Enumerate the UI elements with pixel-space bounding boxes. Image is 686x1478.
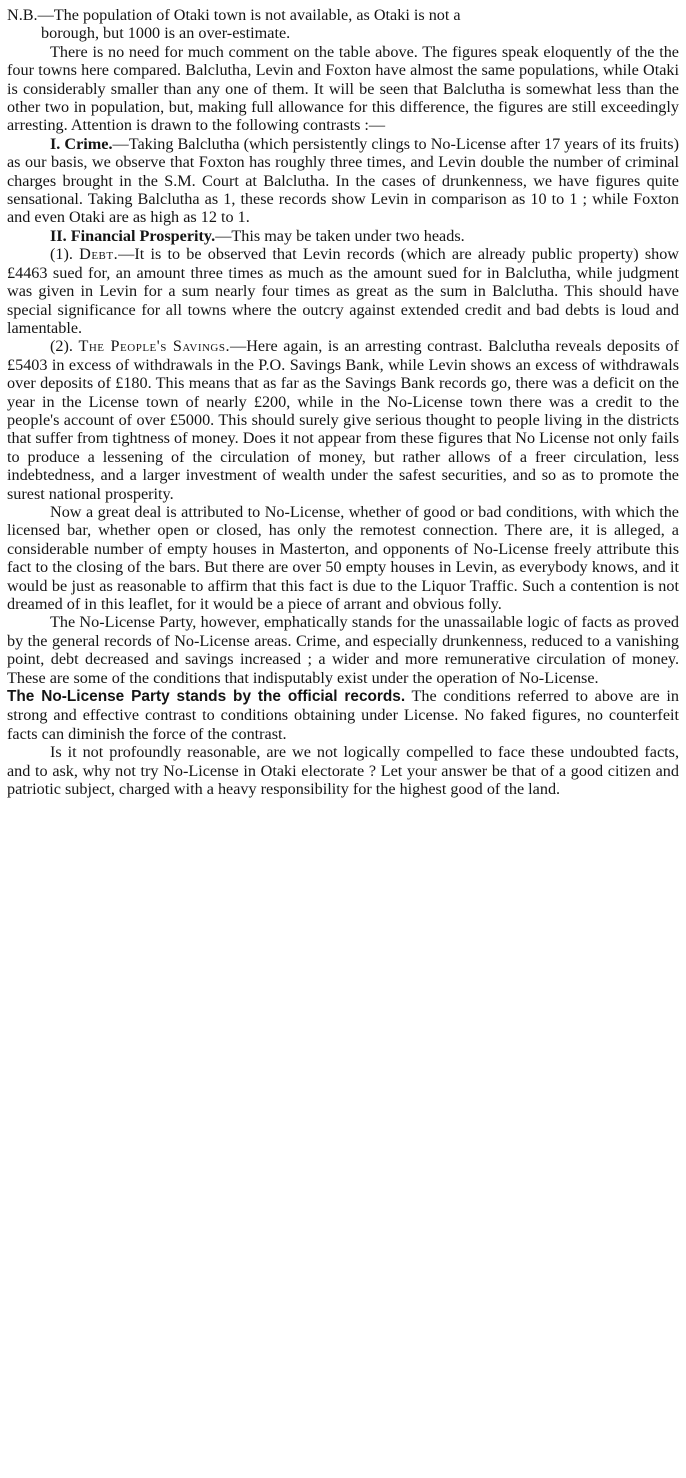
crime-heading: I. Crime. bbox=[50, 134, 113, 153]
nb-note-line1: N.B.—The population of Otaki town is not available, as Otaki is not a bbox=[7, 6, 461, 24]
savings-text: —Here again, is an arresting contrast. Balclutha reveals deposits of £5403 in excess of withdrawals in the P.O. Savings Bank, while Levin shows an excess of withdrawals over deposits of £180. This means that as far as the Savings Bank records go, there was a deficit on the year in the License town of nearly £200, while in the No-License town there was a credit to the people's account of over £5000. This should surely give serious thought to people living in the districts that suffer from tightness of money. Does it not appear from these figures that No License not only fails to produce a lessening of the circulation of money, but rather allows of a freer circulation, less indebtedness, and a larger investment of wealth under the safest securities, and so as to promote the surest national prosperity. bbox=[7, 337, 680, 503]
financial-heading: II. Financial Prosperity. bbox=[50, 226, 216, 245]
records-paragraph bbox=[7, 687, 679, 743]
savings-paragraph bbox=[7, 337, 679, 503]
nb-note-line2: borough, but 1000 is an over-estimate. bbox=[41, 24, 291, 43]
debt-text: —It is to be observed that Levin records (which are already public property) show £4463 sued for, an amount three times as much as the amount sued for in Balclutha, while judgment was given in Levin for a sum nearly four times as great as the sum in Balclutha. This should have special significance for all towns where the outcry against extended credit and bad debts is loud and lamentable. bbox=[7, 245, 679, 337]
final-paragraph: Is it not profoundly reasonable, are we not logically compelled to face these undoubted facts, and to ask, why not try No-License in Otaki electorate ? Let your answer be that of a good citizen and patriotic subject, charged with a heavy responsibility for the highest good of the land. bbox=[7, 743, 679, 799]
comment-paragraph: There is no need for much comment on the table above. The figures speak eloquently of the the four towns here compared. Balclutha, Levin and Foxton have almost the same populations, while Otaki is considerably smaller than any one of them. It will be seen that Balclutha is somewhat less than the other two in population, but, making full allowance for this difference, the figures are still exceedingly arresting. Attention is drawn to the following contrasts :— bbox=[7, 42, 679, 135]
nb-note bbox=[7, 6, 679, 43]
records-text: The conditions referred to above are in strong and effective contrast to conditions obtaining under License. No faked figures, no counterfeit facts can diminish the force of the contrast. bbox=[7, 687, 679, 743]
crime-paragraph bbox=[7, 135, 679, 227]
financial-paragraph bbox=[7, 227, 679, 245]
savings-heading: The People's Savings. bbox=[78, 337, 231, 356]
debt-heading: Debt. bbox=[79, 245, 119, 264]
debt-number: (1). bbox=[50, 245, 73, 264]
party-paragraph: The No-License Party, however, emphatically stands for the unassailable logic of facts as proved by the general records of No-License areas. Crime, and especially drunkenness, reduced to a vanishing point, debt decreased and savings increased ; a wider and more remunerative circulation of money. These are some of the conditions that indisputably exist under the operation of No-License. bbox=[7, 613, 679, 687]
records-bold-statement: The No-License Party stands by the official records. bbox=[7, 688, 406, 706]
debt-paragraph bbox=[7, 245, 679, 337]
conditions-paragraph: Now a great deal is attributed to No-License, whether of good or bad conditions, with which the licensed bar, whether open or closed, has only the remotest connection. There are, it is alleged, a considerable number of empty houses in Masterton, and opponents of No-License freely attribute this fact to the closing of the bars. But there are over 50 empty houses in Levin, as everybody knows, and it would be just as reasonable to affirm that this fact is due to the Liquor Traffic. Such a contention is not dreamed of in this leaflet, for it would be a piece of arrant and obvious folly. bbox=[7, 502, 679, 613]
financial-text: —This may be taken under two heads. bbox=[215, 226, 465, 245]
crime-text: —Taking Balclutha (which persistently clings to No-License after 17 years of its fruits) as our basis, we observe that Foxton has roughly three times, and Levin double the number of criminal charges brought in the S.M. Court at Balclutha. In the cases of drunkenness, we have figures quite sensational. Taking Balclutha as 1, these records show Levin in comparison as 10 to 1 ; while Foxton and even Otaki are as high as 12 to 1. bbox=[7, 134, 679, 227]
savings-number: (2). bbox=[50, 337, 73, 356]
